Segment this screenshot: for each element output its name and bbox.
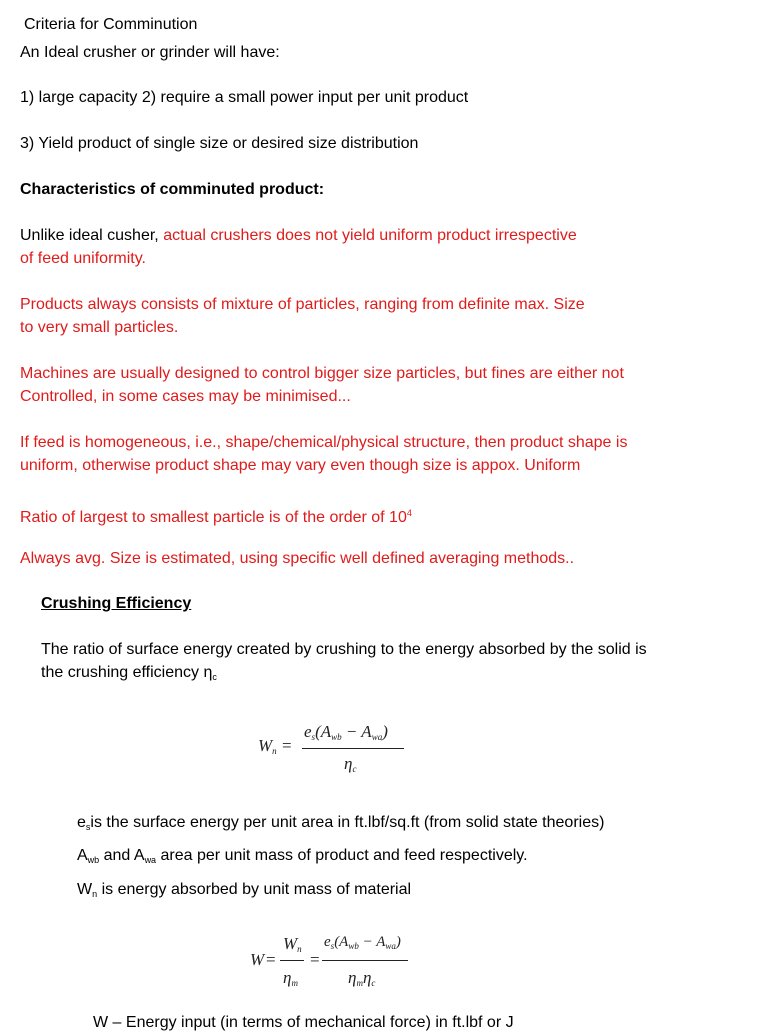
fraction-bar	[280, 960, 304, 961]
eq-equals: =	[282, 736, 292, 755]
definition-line: $W_n$ is energy absorbed by unit mass of material	[77, 881, 412, 899]
fraction-bar	[322, 960, 408, 961]
list-item: 3) Yield product of single size or desired size distribution	[20, 135, 419, 152]
paragraph-line: of feed uniformity.	[20, 250, 146, 267]
paragraph-line	[20, 502, 412, 529]
eq-numerator: $W_n$	[283, 934, 302, 954]
equation-energy-input	[250, 932, 410, 992]
paragraph-text: the crushing efficiency η	[41, 664, 213, 681]
definition-line: $e_sis$ the surface energy per unit area in ft.lbf/sq.ft (from solid state theories)	[77, 814, 605, 832]
page-title: Criteria for Comminution	[24, 16, 198, 33]
equation-surface-energy	[258, 722, 408, 782]
paragraph-line	[20, 225, 577, 247]
paragraph-text: actual crushers does not yield uniform product irrespective	[163, 227, 577, 244]
paragraph-line: The ratio of surface energy created by crushing to the energy absorbed by the solid is	[41, 641, 647, 658]
eq-numerator: $e_s(A_{wb} - A_{wa})$	[304, 722, 388, 742]
fraction-bar	[302, 748, 404, 749]
eq-denominator: $\eta_m\eta_c$	[348, 968, 376, 988]
paragraph-line: Always avg. Size is estimated, using specific well defined averaging methods..	[20, 550, 575, 567]
eq-denominator: $\eta_c$	[344, 754, 357, 774]
efficiency-heading: Crushing Efficiency	[41, 595, 192, 612]
paragraph-line: Products always consists of mixture of particles, ranging from definite max. Size	[20, 296, 585, 313]
paragraph-line: If feed is homogeneous, i.e., shape/chemical/physical structure, then product shape is	[20, 434, 628, 451]
characteristics-heading: Characteristics of comminuted product:	[20, 181, 325, 198]
eq-denominator: $\eta_m$	[283, 968, 298, 988]
subscript: c	[212, 672, 217, 682]
eq-equals: =	[310, 950, 320, 969]
paragraph-line	[41, 662, 217, 688]
list-item: 1) large capacity 2) require a small power input per unit product	[20, 89, 469, 106]
paragraph-text: Ratio of largest to smallest particle is of the order of 10	[20, 509, 407, 526]
eq-equals: =	[266, 950, 276, 969]
definition-line: $A_{wb}$ and $A_{wa}$ area per unit mass of product and feed respectively.	[77, 847, 528, 865]
paragraph-text: Unlike ideal cusher,	[20, 227, 164, 244]
eq-lhs: W	[250, 950, 265, 969]
paragraph-line: to very small particles.	[20, 319, 179, 336]
paragraph-line: Machines are usually designed to control bigger size particles, but fines are either not	[20, 365, 624, 382]
superscript: 4	[406, 508, 412, 518]
eq-numerator: $e_s(A_{wb} - A_{wa})$	[324, 934, 401, 951]
definition-line: W – Energy input (in terms of mechanical force) in ft.lbf or J	[93, 1014, 514, 1031]
paragraph-line: Controlled, in some cases may be minimised...	[20, 388, 351, 405]
ideal-intro: An Ideal crusher or grinder will have:	[20, 44, 280, 61]
paragraph-line: uniform, otherwise product shape may vary even though size is appox. Uniform	[20, 457, 581, 474]
eq-lhs: $W_n$	[258, 736, 277, 756]
